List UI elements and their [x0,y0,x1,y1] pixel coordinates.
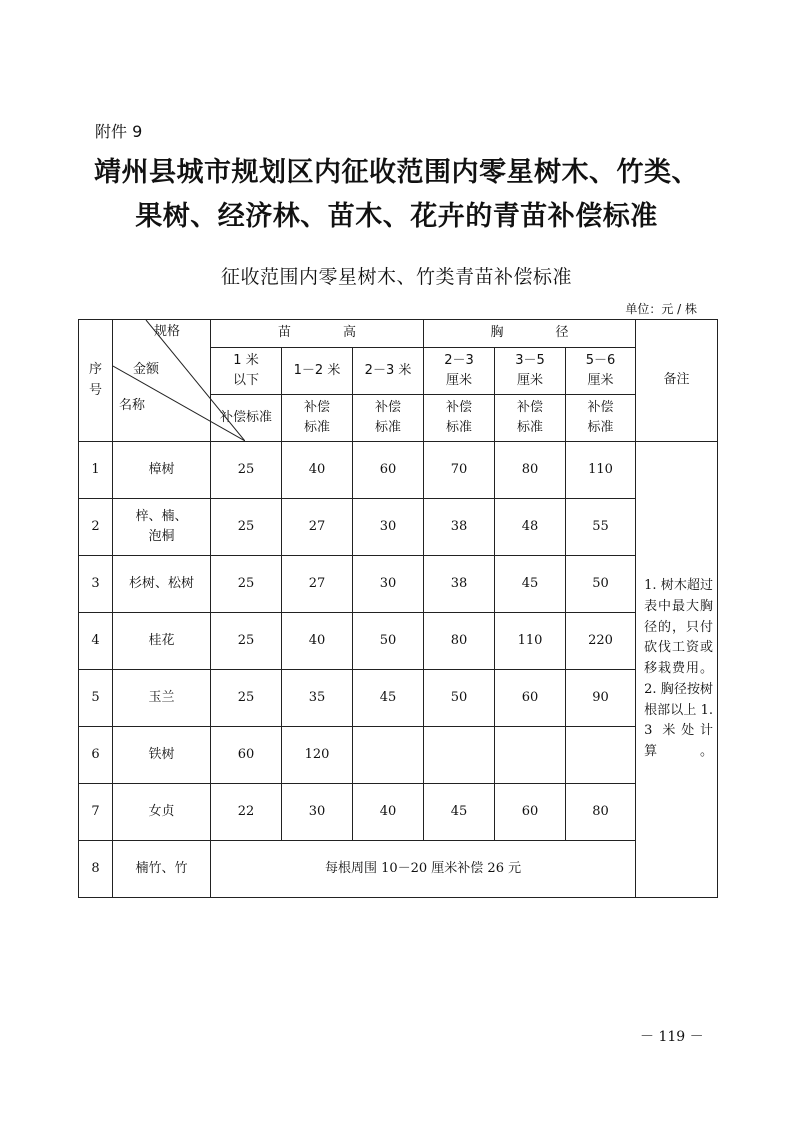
column-spec-4: 2－3 厘米 [424,348,495,395]
row-value: 50 [353,613,424,670]
column-standard-2: 补偿 标准 [282,395,353,442]
column-standard-4: 补偿 标准 [424,395,495,442]
row-value: 80 [495,442,566,499]
row-value: 120 [282,727,353,784]
row-value: 45 [495,556,566,613]
row-value: 25 [211,670,282,727]
row-number: 6 [79,727,113,784]
row-merged-text: 每根周围 10－20 厘米补偿 26 元 [211,841,636,898]
row-value: 22 [211,784,282,841]
row-number: 4 [79,613,113,670]
column-spec-6: 5－6 厘米 [566,348,636,395]
document-title-line-1: 靖州县城市规划区内征收范围内零星树木、竹类、 [94,157,699,188]
row-name: 铁树 [113,727,211,784]
row-value: 55 [566,499,636,556]
row-name: 楠竹、竹 [113,841,211,898]
row-value: 60 [353,442,424,499]
row-value: 25 [211,499,282,556]
header-group-height: 苗 高 [211,320,424,348]
row-value: 40 [282,442,353,499]
row-value [566,727,636,784]
row-name: 桂花 [113,613,211,670]
table-row [79,556,718,613]
column-spec-1: 1 米 以下 [211,348,282,395]
column-standard-3: 补偿 标准 [353,395,424,442]
row-name: 女贞 [113,784,211,841]
table-row [79,442,718,499]
row-value: 45 [353,670,424,727]
compensation-table [78,319,718,898]
table-row [79,613,718,670]
row-value: 25 [211,613,282,670]
header-diag-name: 名称 [119,398,146,413]
row-number: 2 [79,499,113,556]
header-remarks: 备注 [636,320,718,442]
row-value: 30 [282,784,353,841]
row-value [424,727,495,784]
row-number: 7 [79,784,113,841]
table-row [79,670,718,727]
row-value: 45 [424,784,495,841]
row-name: 樟树 [113,442,211,499]
header-diag-amount: 金额 [133,362,160,377]
row-value: 90 [566,670,636,727]
column-standard-5: 补偿 标准 [495,395,566,442]
row-value: 48 [495,499,566,556]
row-value: 50 [424,670,495,727]
row-value: 35 [282,670,353,727]
row-value: 110 [495,613,566,670]
row-name: 梓、楠、 泡桐 [113,499,211,556]
row-value: 60 [495,784,566,841]
column-standard-1: 补偿标准 [211,395,282,442]
row-name: 杉树、松树 [113,556,211,613]
column-spec-2: 1－2 米 [282,348,353,395]
unit-label: 单位：元 / 株 [625,302,697,316]
header-group-diameter: 胸 径 [424,320,636,348]
row-value: 25 [211,442,282,499]
row-number: 1 [79,442,113,499]
column-spec-3: 2－3 米 [353,348,424,395]
row-value: 38 [424,556,495,613]
remarks-note: 1. 树木超过表中最大胸径的，只付砍伐工资或移栽费用。2. 胸径按树根部以上 1.3 米处计算。 [636,442,718,898]
column-standard-6: 补偿 标准 [566,395,636,442]
table-row [79,841,718,898]
page-number: － 119 － [640,1029,704,1045]
row-name: 玉兰 [113,670,211,727]
row-value: 30 [353,499,424,556]
header-diagonal-cell [113,320,211,442]
table-title: 征收范围内零星树木、竹类青苗补偿标准 [220,266,572,288]
row-number: 3 [79,556,113,613]
row-value: 80 [424,613,495,670]
row-value: 70 [424,442,495,499]
row-value [495,727,566,784]
row-value: 30 [353,556,424,613]
row-value: 60 [211,727,282,784]
row-value: 38 [424,499,495,556]
row-value: 27 [282,499,353,556]
row-value: 110 [566,442,636,499]
row-value: 27 [282,556,353,613]
row-value: 60 [495,670,566,727]
row-value: 80 [566,784,636,841]
row-value: 40 [353,784,424,841]
row-value [353,727,424,784]
header-serial: 序号 [79,320,113,442]
attachment-label: 附件 9 [95,122,143,141]
row-number: 5 [79,670,113,727]
table-row [79,499,718,556]
table-row [79,727,718,784]
row-value: 25 [211,556,282,613]
row-value: 220 [566,613,636,670]
row-number: 8 [79,841,113,898]
column-spec-5: 3－5 厘米 [495,348,566,395]
header-diag-spec: 规格 [154,324,181,339]
row-value: 40 [282,613,353,670]
row-value: 50 [566,556,636,613]
document-title-line-2: 果树、经济林、苗木、花卉的青苗补偿标准 [135,201,658,232]
table-row [79,784,718,841]
